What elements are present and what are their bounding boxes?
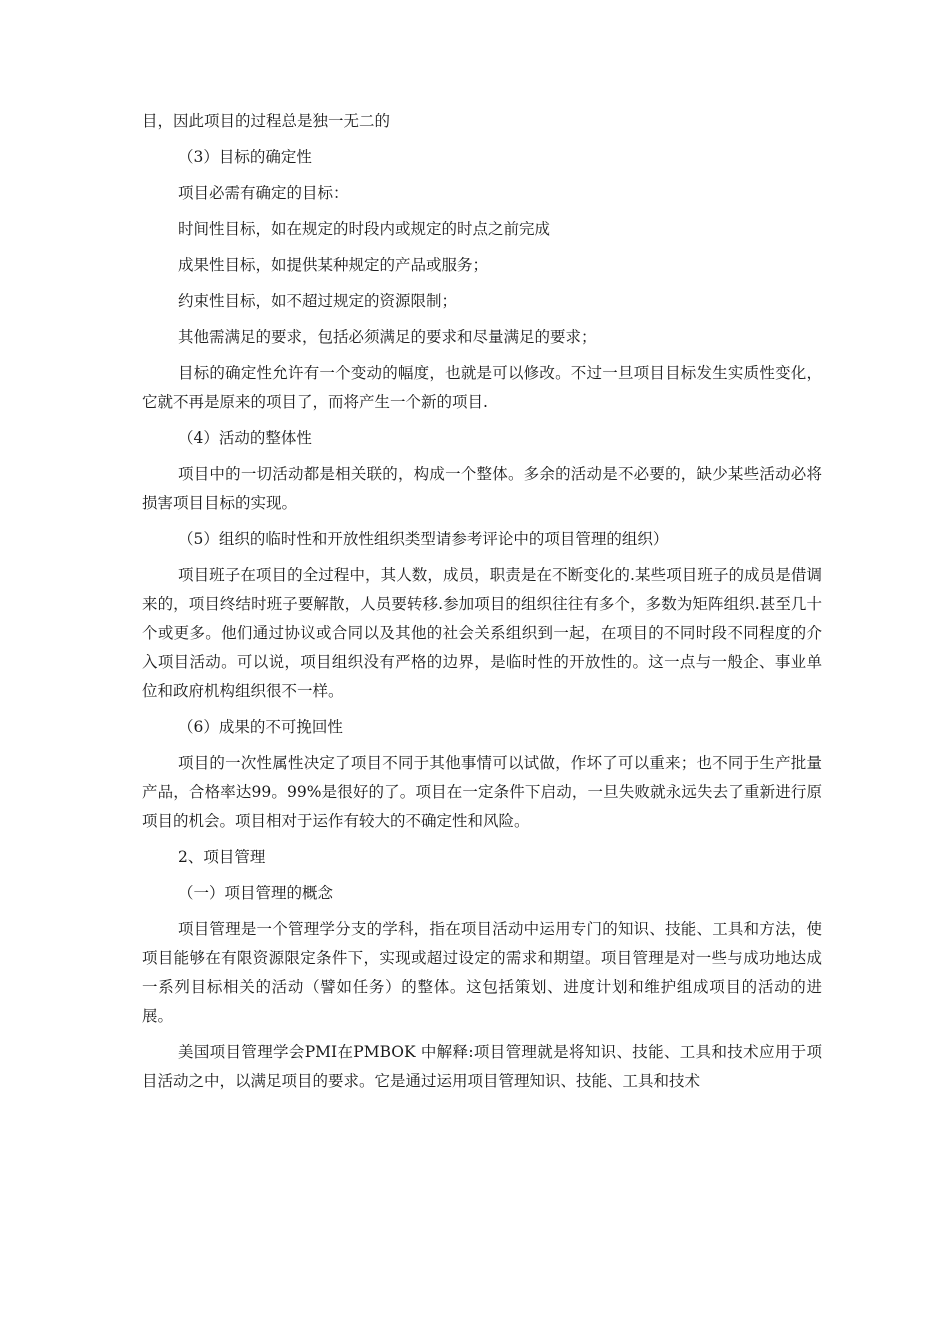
section-heading: （3）目标的确定性 <box>178 148 312 166</box>
paragraph: 目，因此项目的过程总是独一无二的 <box>142 112 391 130</box>
section-heading: （6）成果的不可挽回性 <box>178 718 343 736</box>
paragraph: 美国项目管理学会PMI在PMBOK 中解释:项目管理就是将知识、技能、工具和技术应用于项目活动之中，以满足项目的要求。它是通过运用项目管理知识、技能、工具和技术 <box>142 1043 822 1090</box>
paragraph: 项目管理是一个管理学分支的学科，指在项目活动中运用专门的知识、技能、工具和方法，使项目能够在有限资源限定条件下，实现或超过设定的需求和期望。项目管理是对一些与成功地达成一系列目标相关的活动（譬如任务）的整体。这包括策划、进度计划和维护组成项目的活动的进展。 <box>142 920 822 1025</box>
section-heading: 2、项目管理 <box>178 848 266 866</box>
section-heading: （一）项目管理的概念 <box>178 884 334 902</box>
document-body <box>142 107 822 1096</box>
paragraph: 项目班子在项目的全过程中，其人数，成员，职责是在不断变化的.某些项目班子的成员是借调来的，项目终结时班子要解散，人员要转移.参加项目的组织往往有多个，多数为矩阵组织.甚至几十个或更多。他们通过协议或合同以及其他的社会关系组织到一起，在项目的不同时段不同程度的介入项目活动。可以说，项目组织没有严格的边界，是临时性的开放性的。这一点与一般企、事业单位和政府机构组织很不一样。 <box>142 566 822 700</box>
list-item: 成果性目标，如提供某种规定的产品或服务； <box>178 256 489 274</box>
list-item: 时间性目标，如在规定的时段内或规定的时点之前完成 <box>178 220 551 238</box>
list-item: 约束性目标，如不超过规定的资源限制； <box>178 292 458 310</box>
section-heading: （4）活动的整体性 <box>178 429 312 447</box>
paragraph: 目标的确定性允许有一个变动的幅度，也就是可以修改。不过一旦项目目标发生实质性变化，它就不再是原来的项目了，而将产生一个新的项目. <box>142 364 822 411</box>
paragraph: 项目中的一切活动都是相关联的，构成一个整体。多余的活动是不必要的，缺少某些活动必将损害项目目标的实现。 <box>142 465 822 512</box>
section-heading: （5）组织的临时性和开放性组织类型请参考评论中的项目管理的组织） <box>178 530 669 548</box>
paragraph: 项目的一次性属性决定了项目不同于其他事情可以试做，作坏了可以重来；也不同于生产批量产品，合格率达99。99%是很好的了。项目在一定条件下启动，一旦失败就永远失去了重新进行原项目的机会。项目相对于运作有较大的不确定性和风险。 <box>142 754 822 830</box>
list-item: 其他需满足的要求，包括必须满足的要求和尽量满足的要求； <box>178 328 597 346</box>
paragraph: 项目必需有确定的目标： <box>178 184 349 202</box>
